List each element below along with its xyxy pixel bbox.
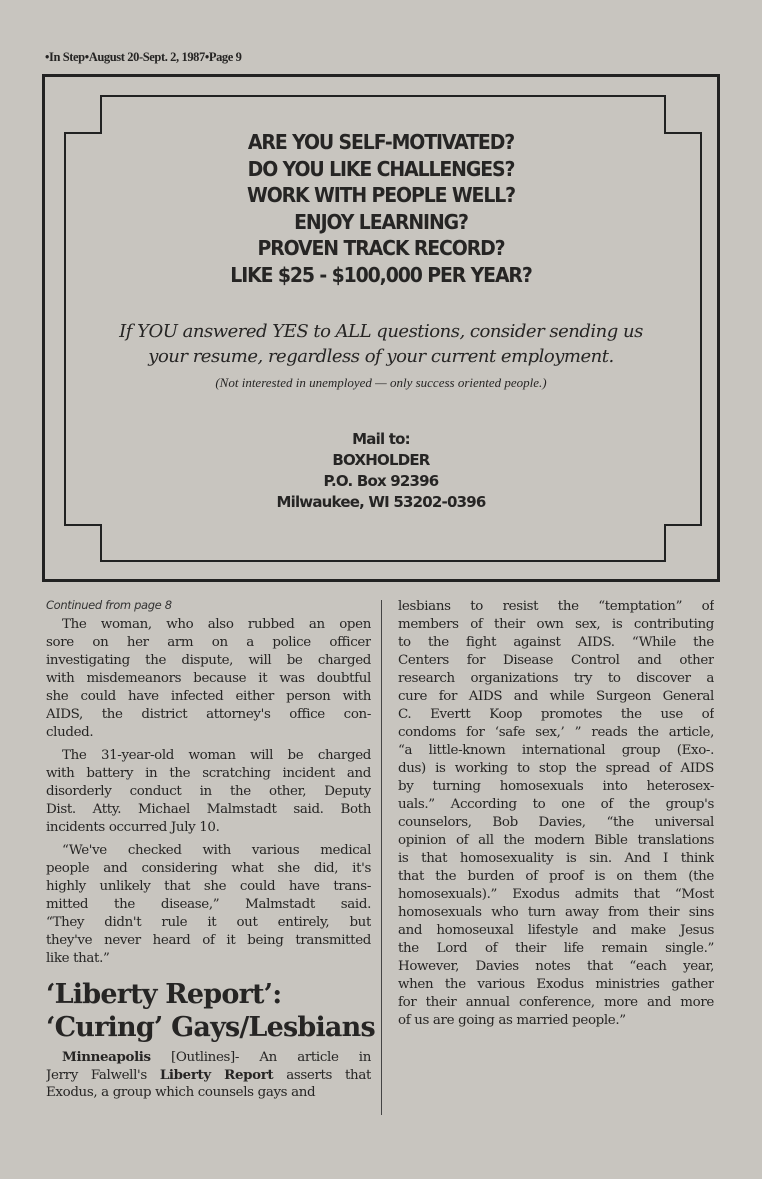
text-line: However, Davies notes that “each year, [398,959,714,974]
text-line: that the burden of proof is on them (the [398,869,714,884]
text-line: “We've checked with various medical [62,843,371,858]
ad-question: WORK WITH PEOPLE WELL? [247,183,515,207]
article-continuation [46,616,371,968]
text-line: by turning homosexuals into heterosex- [398,779,714,794]
mail-line: Mail to: [352,430,410,448]
article-body [398,598,714,1030]
paragraph [46,842,371,968]
text-line: and homoseuxal lifestyle and make Jesus [398,923,714,938]
bold-text: Liberty Report [159,1067,274,1083]
text-line: uals.” According to one of the group's [398,797,714,812]
ad-question: ENJOY LEARNING? [294,209,468,234]
text-line: C. Evertt Koop promotes the use of [398,707,714,722]
continued-note: Continued from page 8 [46,598,172,612]
ad-pitch [45,319,717,369]
text-line: they've never heard of it being transmitted [46,933,371,948]
mail-line: P.O. Box 92396 [323,472,439,490]
ad-question: PROVEN TRACK RECORD? [257,236,505,260]
paragraph [46,616,371,742]
bold-text: Minneapolis [62,1049,151,1065]
text-line: disorderly conduct in the other, Deputy [46,784,371,799]
text-line: of us are going as married people.” [398,1013,626,1028]
text-line: like that.” [46,951,110,966]
mail-line: BOXHOLDER [332,451,430,469]
text-line: cluded. [46,725,94,740]
text-line: homosexuals who turn away from their sins [398,905,714,920]
text-line: AIDS, the district attorney's office con- [46,707,371,722]
text-line: mitted the disease,” Malmstadt said. [46,897,371,912]
text-line: counselors, Bob Davies, “the universal [398,815,714,830]
job-advertisement [42,74,720,582]
ad-mailing-address [45,429,717,513]
text-line: people and considering what she did, it's [46,861,371,876]
right-column [398,598,714,1035]
text-line: the Lord of their life remain single.” [398,941,714,956]
text-line: sore on her arm on a police officer [46,635,371,650]
text-line: highly unlikely that she could have trans- [46,879,371,894]
text-line: homosexuals).” Exodus admits that “Most [398,887,714,902]
paragraph [398,598,714,1030]
headline-line: ‘Curing’ Gays/Lesbians [46,1012,375,1043]
paragraph [46,747,371,837]
masthead: •In Step•August 20-Sept. 2, 1987•Page 9 [45,50,242,64]
text-line: when the various Exodus ministries gather [398,977,714,992]
mail-line: Milwaukee, WI 53202-0396 [276,493,486,511]
ad-questions [72,129,690,288]
ad-note: (Not interested in unemployed — only success oriented people.) [215,375,547,390]
text-line: dus) is working to stop the spread of AIDS [398,761,714,776]
text-line: opinion of all the modern Bible translations [398,833,714,848]
text-line: members of their own sex, is contributing [398,617,714,632]
ad-question: DO YOU LIKE CHALLENGES? [247,156,515,181]
column-divider [381,600,382,1115]
ad-question: ARE YOU SELF-MOTIVATED? [247,130,515,154]
text-line: Jerry Falwell's Liberty Report asserts that [46,1067,371,1083]
ad-question: LIKE $25 - $100,000 PER YEAR? [230,262,532,287]
headline-line: ‘Liberty Report’: [46,979,282,1010]
text-line: cure for AIDS and while Surgeon General [398,689,714,704]
text-line: The 31-year-old woman will be charged [62,748,371,763]
article-headline [46,978,375,1044]
text-line: Exodus, a group which counsels gays and [46,1085,316,1100]
ad-pitch-line: If YOU answered YES to ALL questions, consider sending us [119,321,643,342]
text-line: Dist. Atty. Michael Malmstadt said. Both [46,802,371,817]
text-line: lesbians to resist the “temptation” of [398,599,714,614]
text-line: The woman, who also rubbed an open [62,617,371,632]
text-line: “a little-known international group (Exo-. [398,743,714,758]
text-line: with misdemeanors because it was doubtful [46,671,371,686]
text-line: condoms for ‘safe sex,’ ” reads the article, [398,725,714,740]
text-line: research organizations try to discover a [398,671,714,686]
left-column [46,598,375,1107]
paragraph [46,1048,371,1102]
text-line: she could have infected either person with [46,689,371,704]
article-lead [46,1048,371,1102]
text-line: incidents occurred July 10. [46,820,220,835]
ad-pitch-line: your resume, regardless of your current employment. [148,346,614,367]
text-line: investigating the dispute, will be charged [46,653,371,668]
text-line: with battery in the scratching incident and [46,766,371,781]
text-line: for their annual conference, more and more [398,995,714,1010]
text-line: is that homosexuality is sin. And I think [398,851,714,866]
text-line: “They didn't rule it out entirely, but [46,915,371,930]
text-line: Centers for Disease Control and other [398,653,714,668]
text-line: Minneapolis [Outlines]- An article in [62,1049,371,1065]
text-line: to the fight against AIDS. “While the [398,635,714,650]
